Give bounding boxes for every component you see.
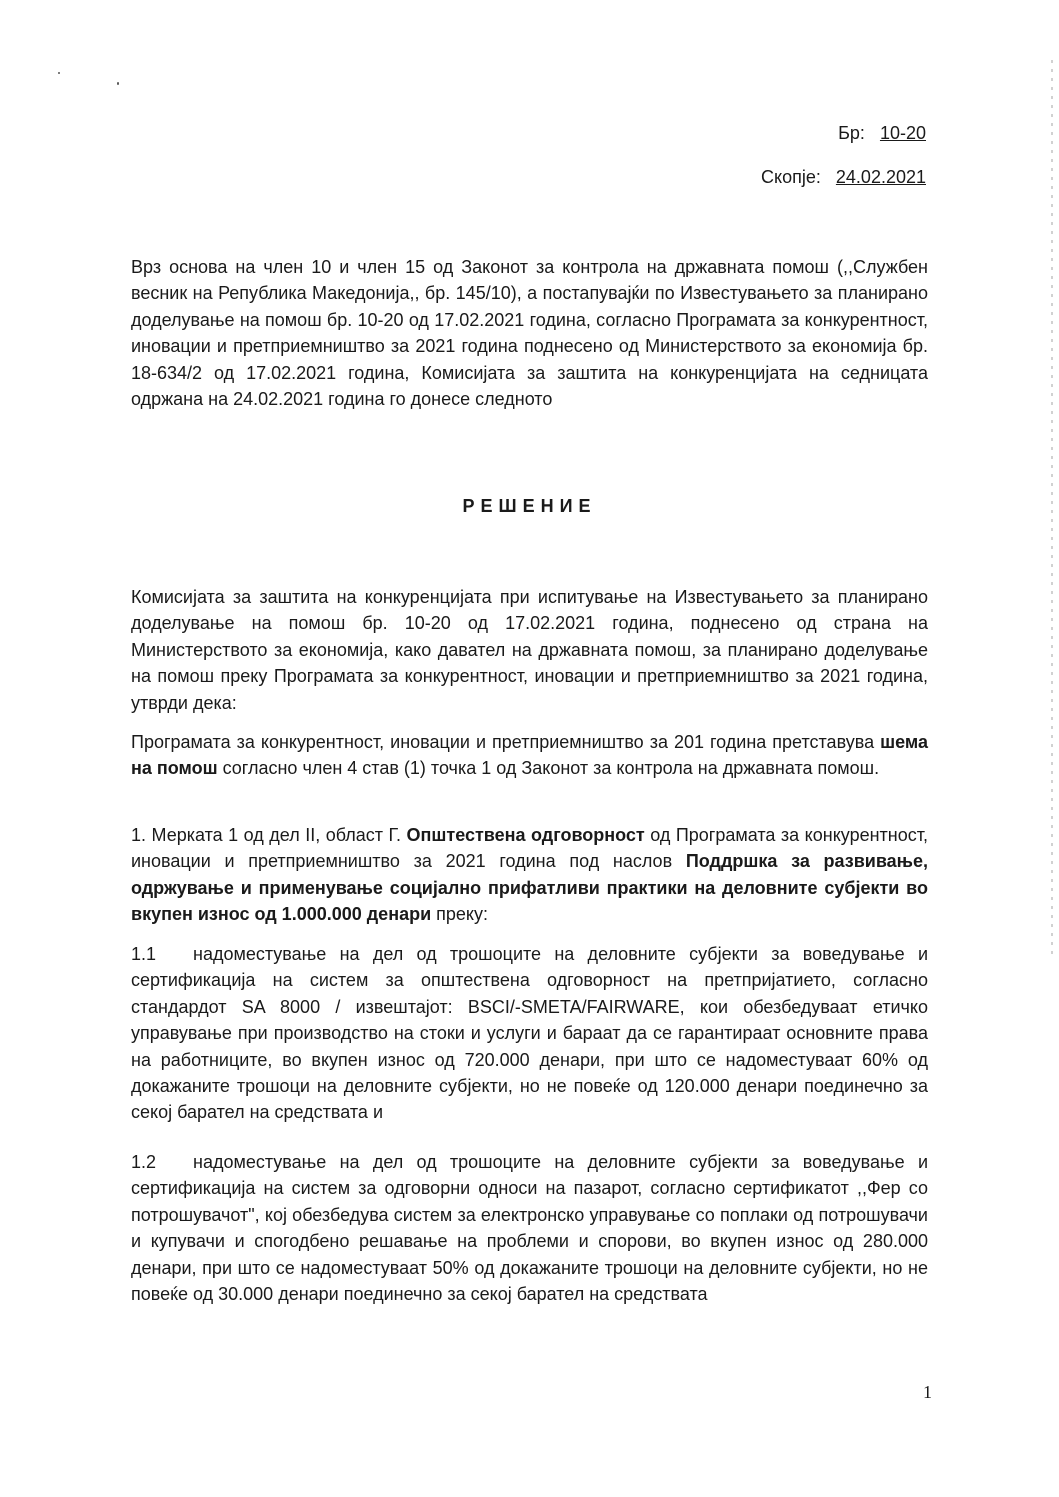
document-number-label: Бр: — [838, 123, 865, 143]
measure-text-2: од Програмата за конкурентност, иновации и претприемништво за 2021 година под наслов — [131, 825, 928, 872]
item-number: 1.2 — [131, 1152, 157, 1172]
findings-block — [131, 584, 928, 716]
scheme-text-1: Програмата за конкурентност, иновации и претприемништво за 201 година претставува — [131, 732, 881, 752]
measure-text-3: преку: — [431, 904, 488, 925]
document-place-label: Скопје: — [761, 167, 821, 187]
document-date-value: 24.02.2021 — [835, 167, 926, 187]
scan-speck — [58, 72, 60, 74]
list-item — [131, 1149, 928, 1307]
document-place-date — [761, 166, 926, 188]
list-item — [131, 941, 928, 1126]
scan-speck — [117, 82, 119, 85]
measure-text-bold-1: Општествена одговорност — [406, 825, 645, 845]
document-number-value: 10-20 — [879, 123, 926, 143]
measure-paragraph — [131, 822, 928, 928]
item-1-2-block — [131, 1149, 928, 1307]
decision-heading: РЕШЕНИЕ — [462, 496, 597, 516]
item-text: надоместување на дел од трошоците на деловните субјекти за воведување и сертификација на систем за одговорни односи на пазарот, согласно сертификатот ,,Фер со потрошувачот", кој обезбедува систем за електронско управување со поплаки од потрошувачи и купувачи и спогодбено решавање на проблеми и спорови, во вкупен износ од 280.000 денари, при што се надоместуваат 50% од докажаните трошоци на деловните субјекти, но не повеќе од 30.000 денари поединечно за секој барател на средствата — [131, 1152, 928, 1305]
scheme-text-bold: шема на помош — [131, 732, 928, 779]
measure-text-1: 1. Мерката 1 од дел II, област Г. — [131, 825, 407, 845]
scheme-text-2: согласно член 4 став (1) точка 1 од Законот за контрола на државната помош. — [217, 758, 880, 779]
measure-text-bold-2: Поддршка за развивање, одржување и применување социјално прифатливи практики на деловните субјекти во вкупен износ од 1.000.000 денари — [131, 851, 929, 925]
item-1-1-block — [131, 941, 928, 1126]
measure-block — [131, 822, 928, 928]
findings-paragraph: Комисијата за заштита на конкуренцијата при испитување на Известувањето за планирано доделување на помош бр. 10-20 од 17.02.2021 година, поднесено од страна на Министерството за економија, како давател на државната помош, за планирано доделување на помош преку Програмата за конкурентност, иновации и претприемништво за 2021 година, утврди дека: — [131, 587, 928, 713]
page-number: 1 — [923, 1382, 932, 1402]
item-number: 1.1 — [131, 944, 157, 964]
scheme-paragraph — [131, 729, 928, 782]
document-number — [838, 122, 926, 144]
item-text: надоместување на дел од трошоците на деловните субјекти за воведување и сертификација на систем за општествена одговорност на претпријатието, согласно стандардот SA 8000 / извештајот: BSCI/-SMETA/FAIRWARE, кои обезбедуваат етичко управување при производство на стоки и услуги и бараат да се гарантираат основните права на работниците, во вкупен износ од 720.000 денари, при што се надоместуваат 60% од докажаните трошоци на деловните субјекти, но не повеќе од 120.000 денари поединечно за секој барател на средствата и — [131, 944, 928, 1123]
preamble-block — [131, 254, 928, 412]
preamble-paragraph: Врз основа на член 10 и член 15 од Законот за контрола на државната помош (,,Службен весник на Република Македонија,, бр. 145/10), а постапувајќи по Известувањето за планирано доделување на помош бр. 10-20 од 17.02.2021 година, согласно Програмата за конкурентност, иновации и претприемништво за 2021 година поднесено од Министерството за економија бр. 18-634/2 од 17.02.2021 година, Комисијата за заштита на конкуренцијата на седницата одржана на 24.02.2021 година го донесе следното — [131, 257, 928, 410]
scheme-block — [131, 729, 928, 782]
